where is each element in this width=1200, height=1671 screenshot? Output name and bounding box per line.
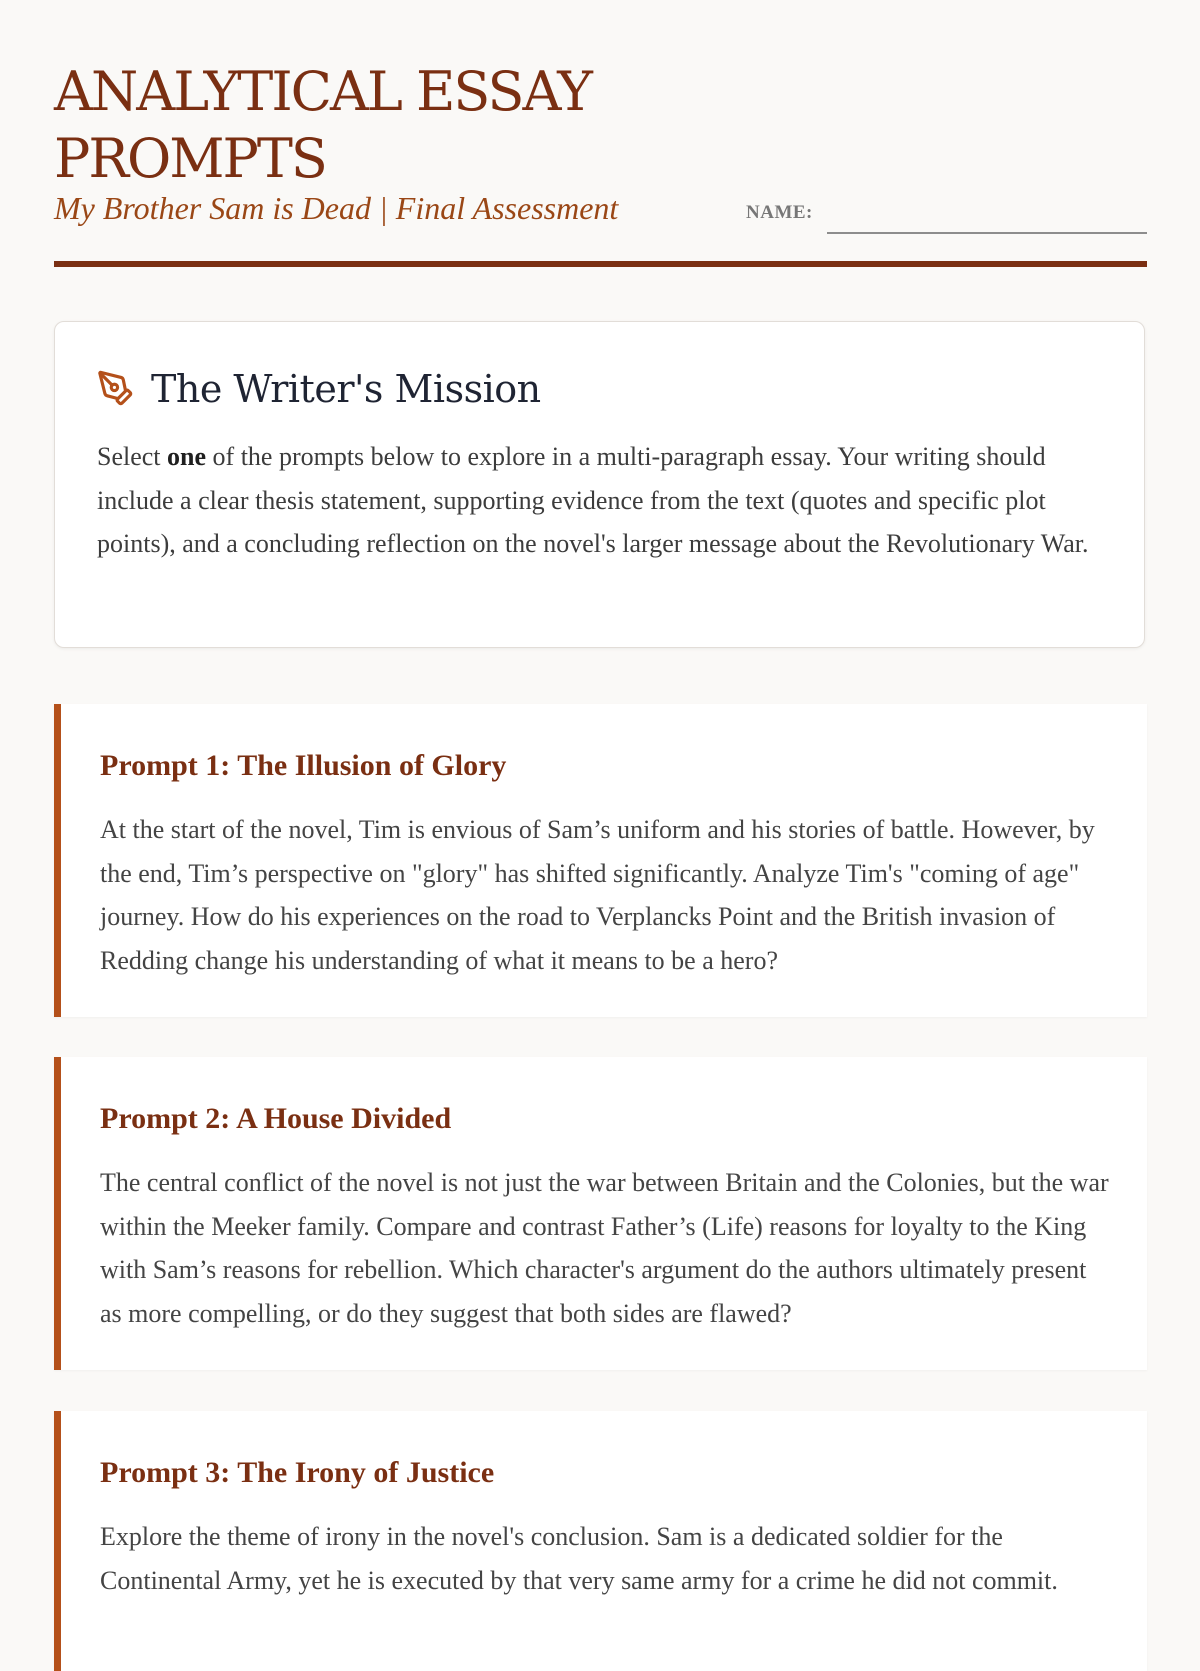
name-label: NAME: bbox=[746, 202, 813, 223]
prompt-text: The central conflict of the novel is not just the war between Britain and the Colonies, but the war within the Meeker family. Compare and contrast Father’s (Life) reasons for loyalty to the King with Sam’s reasons for rebellion. Which character's argument do the authors ultimately present as more compelling, or do they suggest that both sides are flawed? bbox=[100, 1168, 1109, 1328]
pen-nib-icon bbox=[97, 370, 135, 408]
page-subtitle: My Brother Sam is Dead | Final Assessment bbox=[54, 190, 619, 226]
page-title: ANALYTICAL ESSAY PROMPTS bbox=[54, 60, 591, 190]
prompt-title: Prompt 3: The Irony of Justice bbox=[100, 1456, 495, 1489]
mission-text-rest: of the prompts below to explore in a multi-paragraph essay. Your writing should include a clear thesis statement, supporting evidence from the text (quotes and specific plot points), and a concluding reflection on the novel's larger message about the Revolutionary War. bbox=[97, 442, 1089, 558]
worksheet-header bbox=[54, 0, 1147, 268]
mission-text-emphasis: one bbox=[167, 442, 207, 471]
writers-mission-card bbox=[54, 321, 1145, 648]
prompt-card-1 bbox=[54, 704, 1147, 1017]
prompt-card-2 bbox=[54, 1057, 1147, 1370]
name-field bbox=[746, 198, 1147, 234]
name-blank-line bbox=[827, 232, 1147, 234]
mission-text-start: Select bbox=[97, 442, 168, 471]
prompt-card-3 bbox=[54, 1411, 1147, 1671]
prompt-text: Explore the theme of irony in the novel's conclusion. Sam is a dedicated soldier for the Continental Army, yet he is executed by that very same army for a crime he did not commit. bbox=[100, 1522, 1058, 1595]
worksheet-page bbox=[54, 0, 1147, 1595]
mission-title: The Writer's Mission bbox=[151, 367, 541, 411]
prompt-text: At the start of the novel, Tim is envious of Sam’s uniform and his stories of battle. However, by the end, Tim’s perspective on "glory" has shifted significantly. Analyze Tim's "coming of age" journey. How do his experiences on the road to Verplancks Point and the British invasion of Redding change his understanding of what it means to be a hero? bbox=[100, 815, 1095, 975]
prompt-title: Prompt 1: The Illusion of Glory bbox=[100, 749, 507, 782]
mission-instructions bbox=[97, 435, 1097, 566]
prompt-title: Prompt 2: A House Divided bbox=[100, 1102, 452, 1135]
header-divider bbox=[54, 261, 1147, 267]
